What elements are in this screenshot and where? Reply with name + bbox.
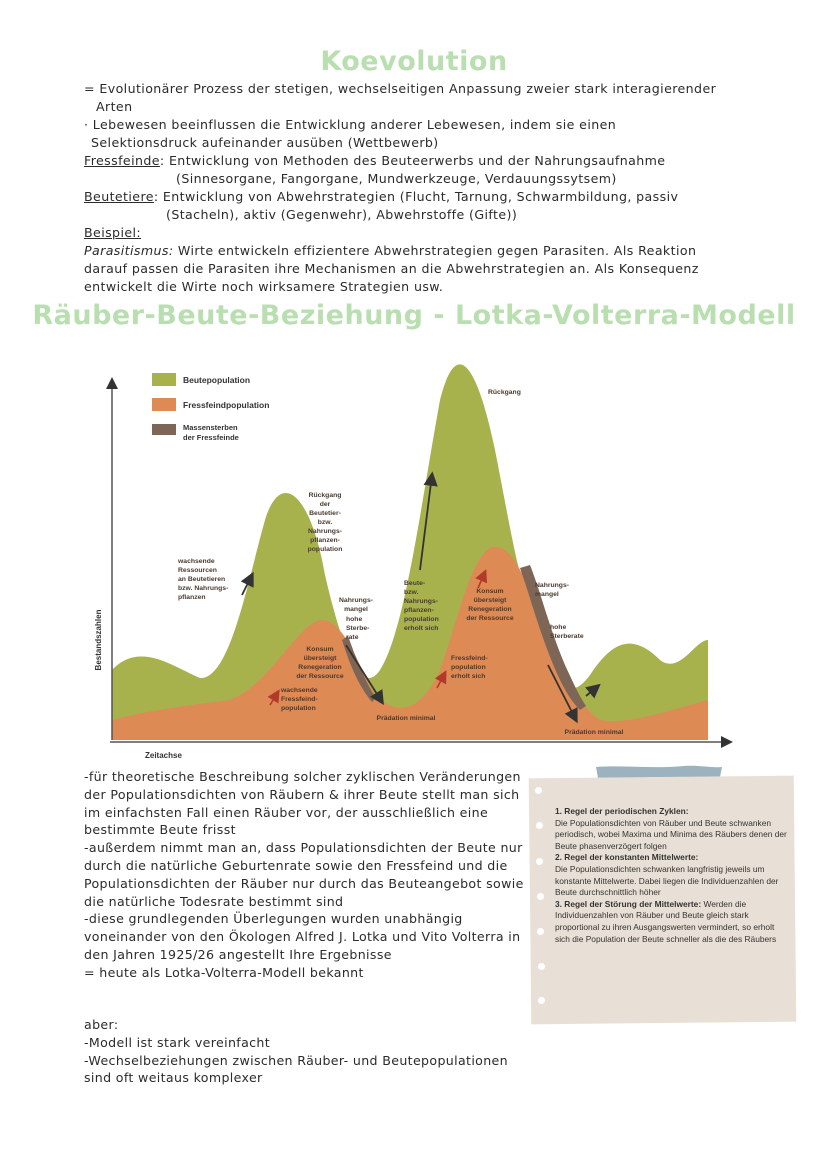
annotation-rueckgang1-line: Rückgang [308, 492, 342, 499]
hole-4 [537, 893, 544, 900]
annotation-fress_erholt-line: population [451, 664, 486, 671]
section-title: Räuber-Beute-Beziehung - Lotka-Volterra-Modell [32, 300, 796, 331]
beutetiere-line-2: (Stacheln), aktiv (Gegenwehr), Abwehrstoffe (Gifte)) [166, 207, 518, 222]
parasitismus-line-3: entwickelt die Wirte noch wirksamere Strategien usw. [84, 279, 444, 294]
beutetiere-text: : Entwicklung von Abwehrstrategien (Flucht, Tarnung, Schwarmbildung, passiv [153, 189, 679, 204]
aber-line-1: -Modell ist stark vereinfacht [84, 1034, 271, 1050]
hole-1 [535, 787, 542, 794]
prey-area [112, 364, 708, 740]
legend-swatch-dieoff [152, 424, 176, 435]
fressfeinde-line-2: (Sinnesorgane, Fangorgane, Mundwerkzeuge, Verdauungssytsem) [176, 171, 617, 186]
annotation-nahrungsmangel2 [535, 582, 569, 598]
annotation-konsum2-line: Konsum [476, 588, 504, 595]
annotation-beute_erholt-line: Nahrungs- [404, 598, 438, 605]
bullet-line-1: · Lebewesen beeinflussen die Entwicklung anderer Lebewesen, indem sie einen [84, 117, 617, 132]
rule-3 [555, 899, 790, 945]
hole-2 [536, 822, 543, 829]
annotation-konsum2-line: übersteigt [473, 597, 507, 604]
parasitismus-label: Parasitismus: [84, 243, 174, 258]
aber-label: aber: [84, 1017, 119, 1032]
annotation-konsum2-line: der Ressource [466, 615, 514, 622]
beutetiere-line-1 [84, 188, 678, 206]
annotation-fress_erholt [451, 655, 488, 680]
rule-2 [555, 852, 790, 898]
legend-label-predator: Fressfeindpopulation [183, 400, 270, 410]
annotation-beute_erholt-line: erholt sich [404, 625, 439, 632]
rule-3-title: 3. Regel der Störung der Mittelwerte: [555, 898, 702, 909]
annotation-wachsende_ress-line: an Beutetieren [178, 576, 226, 583]
annotation-beute_erholt-line: bzw. [404, 589, 419, 596]
annotation-konsum1-line: übersteigt [303, 655, 337, 662]
explanation-p1: -für theoretische Beschreibung solcher zyklischen Veränderungen der Populationsdichten von Räubern & ihrer Beute stellt man sich im einfachsten Fall einen Räuber vor, der ausschließlich eine bestimmte Beute frisst [84, 769, 521, 838]
annotation-nahrungsmangel1-line: mangel [344, 606, 368, 613]
rule-2-title: 2. Regel der konstanten Mittelwerte: [555, 852, 699, 863]
annotation-konsum1-line: Konsum [306, 646, 334, 653]
legend-label-dieoff-l2: der Fressfeinde [183, 433, 239, 442]
annotation-beute_erholt-line: pflanzen- [404, 607, 434, 614]
legend-label-dieoff-l1: Massensterben [183, 423, 238, 432]
annotation-wachsende_ress [177, 558, 228, 601]
rule-1-text: Die Populationsdichten von Räuber und Beute schwanken periodisch, wobei Maxima und Minima des Räubers denen der Beute phasenverzögert folgen [555, 817, 787, 851]
fressfeinde-line-1 [84, 152, 665, 170]
annotation-beute_erholt-line: Beute- [404, 580, 426, 587]
definition-line-2: Arten [96, 99, 133, 114]
annotation-beute_erholt-line: population [404, 616, 439, 623]
annotation-nahrungsmangel2-line: Nahrungs- [535, 582, 569, 589]
explanation-p2: -außerdem nimmt man an, dass Populationsdichten der Beute nur durch die natürliche Geburtenrate sowie den Fressfeind und die Populationsdichten der Räuber nur durch das Beuteangebot sowie die natürliche Todesrate bestimmt sind [84, 840, 524, 909]
definition-line-1: = Evolutionärer Prozess der stetigen, wechselseitigen Anpassung zweier stark interagierender [84, 81, 717, 96]
fressfeinde-label: Fressfeinde [84, 153, 160, 168]
annotation-hohe_sterberate1-line: Sterbe- [346, 625, 370, 632]
legend-swatch-predator [152, 398, 176, 411]
annotation-praedation1-line: Prädation minimal [376, 715, 436, 722]
annotation-rueckgang1-line: der [319, 501, 331, 508]
annotation-wachsende_ress-line: wachsende [178, 558, 215, 565]
page-title: Koevolution [320, 46, 508, 77]
annotation-wachsende_fress [280, 687, 318, 712]
y-axis-label: Bestandszahlen [94, 609, 103, 671]
lotka-volterra-chart [0, 340, 828, 760]
limitations-block [84, 1016, 524, 1087]
annotation-rueckgang1 [308, 492, 343, 553]
hole-6 [538, 963, 545, 970]
bullet-line-2: Selektionsdruck aufeinander ausüben (Wettbewerb) [91, 135, 439, 150]
annotation-fress_erholt-line: erholt sich [451, 673, 486, 680]
annotation-rueckgang2 [488, 389, 521, 396]
annotation-hohe_sterberate2-line: hohe [550, 624, 567, 631]
annotation-praedation1 [377, 715, 436, 722]
annotation-rueckgang1-line: pflanzen- [310, 537, 340, 544]
annotation-rueckgang2-line: Rückgang [488, 389, 521, 396]
annotation-rueckgang1-line: bzw. [317, 519, 333, 526]
beispiel-label: Beispiel: [84, 225, 142, 240]
annotation-rueckgang1-line: population [307, 546, 343, 553]
annotation-hohe_sterberate1-line: rate [346, 634, 359, 641]
annotation-praedation2 [565, 729, 624, 736]
annotation-nahrungsmangel1 [339, 597, 373, 613]
annotation-wachsende_ress-line: Ressourcen [178, 567, 217, 574]
annotation-konsum1-line: Renegeration [298, 664, 342, 671]
annotation-wachsende_fress-line: wachsende [281, 687, 318, 694]
annotation-hohe_sterberate2-line: Sterberate [550, 633, 584, 640]
parasitismus-line-2: darauf passen die Parasiten ihre Mechanismen an die Abwehrstrategien an. Als Konsequenz [84, 261, 699, 276]
parasitismus-text: Wirte entwickeln effizientere Abwehrstrategien gegen Parasiten. Als Reaktion [173, 243, 697, 258]
parasitismus-line-1 [84, 242, 696, 260]
annotation-wachsende_ress-line: pflanzen [178, 594, 206, 601]
annotation-wachsende_fress-line: Fressfeind- [281, 696, 318, 703]
aber-line-2: -Wechselbeziehungen zwischen Räuber- und Beutepopulationen sind oft weitaus komplexer [84, 1052, 508, 1086]
annotation-rueckgang1-line: Beutetier- [309, 510, 341, 517]
legend-label-prey: Beutepopulation [183, 375, 251, 385]
annotation-fress_erholt-line: Fressfeind- [451, 655, 488, 662]
rule-2-text: Die Populationsdichten schwanken langfristig jeweils um konstante Mittelwerte. Dabei liegen die Individuenzahlen der Beute durchschnittlich höher [555, 863, 779, 898]
annotation-hohe_sterberate1-line: hohe [346, 616, 363, 623]
hole-7 [538, 997, 545, 1004]
beutetiere-label: Beutetiere [84, 189, 154, 204]
hole-5 [537, 928, 544, 935]
annotation-wachsende_fress-line: population [281, 705, 316, 712]
hole-3 [536, 858, 543, 865]
fressfeinde-text: : Entwicklung von Methoden des Beuteerwerbs und der Nahrungsaufnahme [159, 153, 666, 168]
rule-1 [555, 806, 790, 852]
x-axis-label: Zeitachse [145, 751, 182, 760]
annotation-konsum2-line: Renegeration [468, 606, 512, 613]
explanation-column [84, 768, 524, 982]
annotation-praedation2-line: Prädation minimal [564, 729, 624, 736]
rules-text [555, 806, 790, 945]
explanation-p4: = heute als Lotka-Volterra-Modell bekannt [84, 964, 364, 980]
rule-1-title: 1. Regel der periodischen Zyklen: [555, 806, 689, 816]
annotation-hohe_sterberate1 [346, 616, 369, 641]
annotation-nahrungsmangel2-line: mangel [535, 591, 559, 598]
annotation-wachsende_ress-line: bzw. Nahrungs- [178, 585, 229, 592]
explanation-p3: -diese grundlegenden Überlegungen wurden unabhängig voneinander von den Ökologen Alfred J. Lotka und Vito Volterra in den Jahren 1925/26 angestellt Ihre Ergebnisse [84, 911, 521, 962]
annotation-rueckgang1-line: Nahrungs- [308, 528, 342, 535]
annotation-nahrungsmangel1-line: Nahrungs- [339, 597, 373, 604]
annotation-konsum1-line: der Ressource [296, 673, 344, 680]
annotation-hohe_sterberate2 [550, 624, 584, 640]
rule-3-text: Werden die Individuenzahlen von Räuber und Beute gleich stark proportional zu ihren Ausgangswerten vermindert, so erholt sich die Population der Beute schneller als die des Räubers [555, 898, 777, 944]
legend-swatch-prey [152, 373, 176, 386]
legend-label-dieoff [183, 423, 240, 442]
